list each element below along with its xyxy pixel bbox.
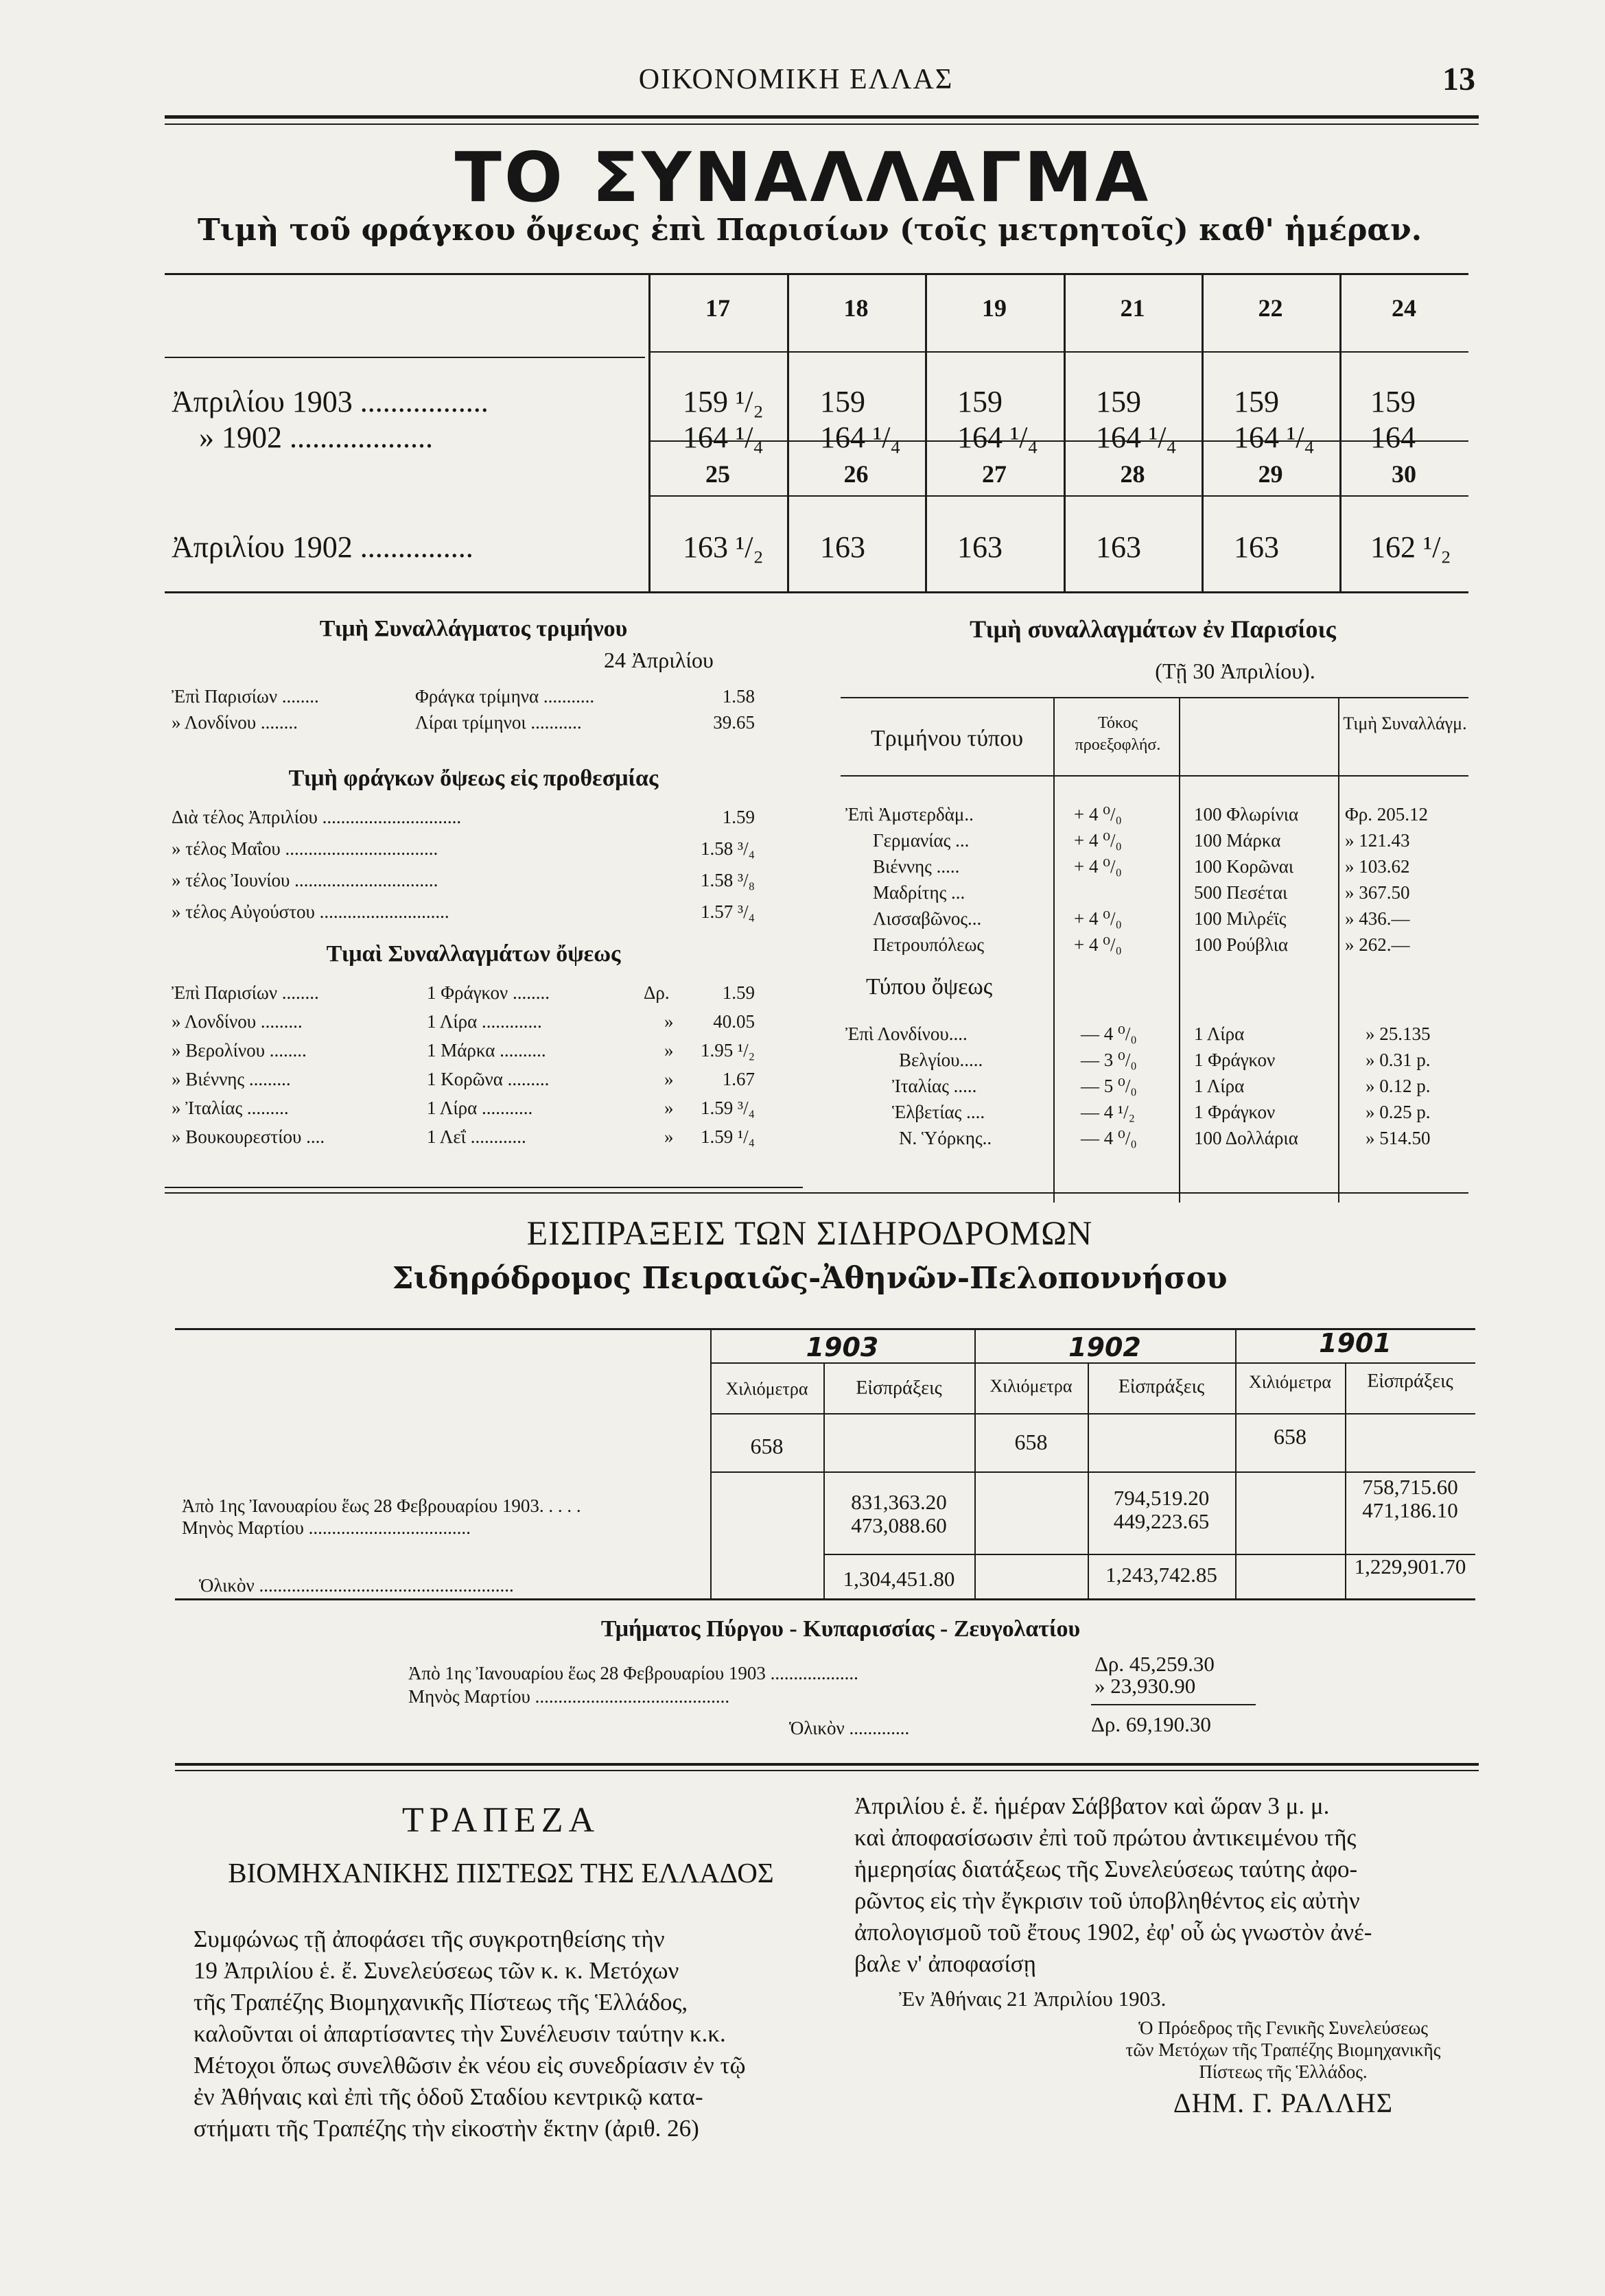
- paris-unit: 100 Μάρκα: [1194, 830, 1281, 851]
- quarterly-label: Ἐπὶ Παρισίων ........: [172, 686, 319, 707]
- forward-label: » τέλος Μαΐου .................................: [172, 838, 438, 859]
- rate-value: 159: [1096, 385, 1141, 418]
- railway-km: 658: [1014, 1430, 1048, 1454]
- railway-total-label: Ὁλικὸν .......................................................: [199, 1575, 514, 1596]
- railway-col-sep: [974, 1329, 976, 1598]
- forward-value: 1.57 ³/₄: [700, 901, 755, 922]
- railway-total: 1,229,901.70: [1354, 1554, 1466, 1578]
- rate-value: 164 ¹/₄: [957, 421, 1038, 454]
- sight-value: 1.67: [722, 1069, 755, 1089]
- paris-col-head: Τιμὴ Συναλλάγμ.: [1343, 713, 1467, 733]
- day-header: 24: [1392, 294, 1416, 322]
- sight-place: » Ἰταλίας .........: [172, 1098, 289, 1118]
- day-header: 27: [982, 460, 1007, 488]
- paris-place: Ἑλβετίας ....: [892, 1102, 985, 1122]
- railway-value: 449,223.65: [1113, 1509, 1210, 1533]
- paris-rate: + 4 ⁰/₀: [1074, 830, 1122, 851]
- paris-col-sep: [1179, 698, 1180, 1203]
- railway-table-bottom: [175, 1598, 1475, 1600]
- railway-total: 1,304,451.80: [843, 1567, 955, 1591]
- quarterly-date: 24 Ἀπριλίου: [604, 648, 714, 672]
- sight-value: 1.59 ³/₄: [700, 1098, 755, 1118]
- day-header: 28: [1120, 460, 1145, 488]
- sight-currency: »: [664, 1011, 674, 1032]
- forward-value: 1.58 ³/₈: [700, 870, 755, 890]
- bank-signer-title: τῶν Μετόχων τῆς Τραπέζης Βιομηχανικῆς: [1125, 2039, 1441, 2060]
- sight-place: » Λονδίνου .........: [172, 1011, 303, 1032]
- running-title: ΟΙΚΟΝΟΜΙΚΗ ΕΛΛΑΣ: [638, 64, 954, 95]
- bank-text-line: ἐν Ἀθήναις καὶ ἐπὶ τῆς ὁδοῦ Σταδίου κεντρικῷ κατα-: [194, 2083, 703, 2110]
- railway-km-rule: [710, 1471, 1475, 1473]
- quarterly-value: 39.65: [713, 712, 755, 733]
- sight-currency: Δρ.: [644, 982, 670, 1003]
- branch-total-label: Ὁλικὸν .............: [789, 1718, 910, 1738]
- paris-place: Ἐπὶ Λονδίνου....: [845, 1023, 968, 1044]
- rate-value: 159: [1234, 385, 1279, 418]
- railway-value: 794,519.20: [1113, 1486, 1210, 1510]
- paris-unit: 1 Λίρα: [1194, 1023, 1245, 1044]
- bank-text-line: ἀπολογισμοῦ τοῦ ἔτους 1902, ἐφ' οὗ ὡς γνωστὸν ἀνέ-: [854, 1919, 1372, 1945]
- bank-signer-title: Πίστεως τῆς Ἑλλάδος.: [1199, 2061, 1368, 2082]
- bank-text-line: καλοῦνται οἱ ἀπαρτίσαντες τὴν Συνέλευσιν ταύτην κ.κ.: [194, 2020, 726, 2047]
- page-number: 13: [1442, 61, 1475, 97]
- bank-text-line: Ἀπριλίου ἑ. ἔ. ἡμέραν Σάββατον καὶ ὥραν 3 μ. μ.: [854, 1792, 1330, 1819]
- railway-col-sep: [1235, 1329, 1237, 1598]
- paris-price: » 0.31 p.: [1366, 1050, 1431, 1070]
- paris-price: » 121.43: [1345, 830, 1410, 851]
- forward-label: » τέλος Αὐγούστου ............................: [172, 901, 449, 922]
- bank-text-line: τῆς Τραπέζης Βιομηχανικῆς Πίστεως τῆς Ἑλλάδος,: [194, 1989, 688, 2015]
- bank-text-line: Συμφώνως τῇ ἀποφάσει τῆς συγκροτηθείσης τὴν: [194, 1926, 665, 1952]
- sight-currency: »: [664, 1040, 674, 1061]
- exchange-row-label: Ἀπριλίου 1902 ...............: [172, 530, 473, 564]
- quarterly-value: 1.58: [722, 686, 755, 707]
- day-header: 30: [1392, 460, 1416, 488]
- railway-row-label: Ἀπὸ 1ης Ἰανουαρίου ἕως 28 Φεβρουαρίου 1903. . . . .: [182, 1495, 581, 1516]
- railway-col-head: Χιλιόμετρα: [725, 1379, 808, 1399]
- paris-col-head: Τόκος προεξοφλήσ.: [1075, 714, 1161, 754]
- paris-unit: 100 Φλωρίνια: [1194, 804, 1299, 825]
- exchange-head-rule: [648, 351, 1468, 353]
- exchange-table-top: [165, 273, 1468, 275]
- bank-signer-title: Ὁ Πρόεδρος τῆς Γενικῆς Συνελεύσεως: [1138, 2017, 1428, 2038]
- railway-value: 758,715.60: [1362, 1475, 1458, 1499]
- paris-rate: — 3 ⁰/₀: [1081, 1050, 1137, 1070]
- paris-col-sep: [1338, 698, 1339, 1203]
- bank-subtitle: ΒΙΟΜΗΧΑΝΙΚΗΣ ΠΙΣΤΕΩΣ ΤΗΣ ΕΛΛΑΔΟΣ: [228, 1857, 774, 1889]
- bank-text-line: καὶ ἀποφασίσωσιν ἐπὶ τοῦ πρώτου ἀντικειμένου τῆς: [854, 1824, 1357, 1851]
- railway-title: ΕΙΣΠΡΑΞΕΙΣ ΤΩΝ ΣΙΔΗΡΟΔΡΟΜΩΝ: [526, 1214, 1093, 1252]
- paris-price: » 0.25 p.: [1366, 1102, 1431, 1122]
- paris-place: Ν. Ὑόρκης..: [899, 1128, 992, 1148]
- railway-value: 473,088.60: [851, 1513, 947, 1537]
- railway-year: 1903: [806, 1332, 879, 1362]
- paris-price: » 514.50: [1366, 1128, 1431, 1148]
- paris-unit: 1 Φράγκον: [1194, 1050, 1276, 1070]
- railway-year-rule: [710, 1362, 1475, 1364]
- rate-value: 164 ¹/₄: [820, 421, 901, 454]
- header-rule-thin: [165, 123, 1479, 125]
- paris-place: Γερμανίας ...: [873, 830, 970, 851]
- paris-price: » 262.—: [1345, 934, 1410, 955]
- paris-rate: — 5 ⁰/₀: [1081, 1076, 1137, 1096]
- sight-place: » Βουκουρεστίου ....: [172, 1126, 325, 1147]
- sight-value: 1.59: [722, 982, 755, 1003]
- paris-rate: + 4 ⁰/₀: [1074, 856, 1122, 877]
- bank-section-rule: [175, 1763, 1479, 1766]
- sight-value: 1.95 ¹/₂: [700, 1040, 755, 1061]
- railway-col-head: Εἰσπράξεις: [856, 1377, 942, 1399]
- rate-value: 159: [820, 385, 865, 418]
- railway-year: 1902: [1068, 1332, 1141, 1362]
- railway-km: 658: [750, 1434, 784, 1458]
- railway-row-label: Μηνὸς Μαρτίου ...................................: [182, 1517, 471, 1538]
- sight-unit: 1 Φράγκον ........: [427, 982, 550, 1003]
- bank-date-line: Ἐν Ἀθήναις 21 Ἀπριλίου 1903.: [899, 1987, 1167, 2011]
- quarterly-item: Λίραι τρίμηνοι ...........: [415, 712, 582, 733]
- exchange-row-label: » 1902 ...................: [199, 421, 433, 454]
- rate-value: 164: [1370, 421, 1416, 454]
- rate-value: 163: [1234, 530, 1279, 564]
- railway-col-sep: [710, 1329, 712, 1598]
- sight-place: Ἐπὶ Παρισίων ........: [172, 982, 319, 1003]
- bank-text-line: ρῶντος εἰς τὴν ἔγκρισιν τοῦ ὑποβληθέντος εἰς αὐτὴν: [854, 1887, 1360, 1914]
- railway-col-head: Χιλιόμετρα: [1249, 1372, 1331, 1392]
- rate-value: 159 ¹/₂: [683, 385, 764, 418]
- sight-unit: 1 Λίρα .............: [427, 1011, 542, 1032]
- sight-title: Τιμαὶ Συναλλαγμάτων ὄψεως: [326, 941, 621, 967]
- day-header: 21: [1120, 294, 1145, 322]
- forward-value: 1.59: [722, 807, 755, 827]
- railway-col-head: Εἰσπράξεις: [1367, 1371, 1453, 1392]
- paris-price: » 0.12 p.: [1366, 1076, 1431, 1096]
- paris-rate: + 4 ⁰/₀: [1074, 934, 1122, 955]
- paris-rate: — 4 ⁰/₀: [1081, 1023, 1137, 1044]
- day-header: 25: [705, 460, 730, 488]
- paris-col-sep: [1053, 698, 1055, 1203]
- section-rule: [165, 1192, 1468, 1194]
- paris-place: Λισσαβῶνος...: [873, 908, 982, 929]
- paris-rate: + 4 ⁰/₀: [1074, 804, 1122, 825]
- forward-label: » τέλος Ἰουνίου ...............................: [172, 870, 438, 890]
- bank-text-line: ἡμερησίας διατάξεως τῆς Συνελεύσεως ταύτης ἀφο-: [854, 1856, 1358, 1882]
- header-rule: [165, 115, 1479, 119]
- paris-place: Μαδρίτης ...: [873, 882, 965, 903]
- left-block-rule: [165, 1187, 803, 1188]
- paris-unit: 100 Ρούβλια: [1194, 934, 1289, 955]
- paris-rate: — 4 ⁰/₀: [1081, 1128, 1137, 1148]
- paris-rate: + 4 ⁰/₀: [1074, 908, 1122, 929]
- paris-price: » 25.135: [1366, 1023, 1431, 1044]
- paris-price: » 436.—: [1345, 908, 1410, 929]
- railway-head-rule: [710, 1413, 1475, 1415]
- railway-total: 1,243,742.85: [1105, 1563, 1217, 1587]
- exchange-table-bottom: [165, 591, 1468, 593]
- paris-price: » 103.62: [1345, 856, 1410, 877]
- rate-value: 164 ¹/₄: [683, 421, 764, 454]
- bank-text-line: 19 Ἀπριλίου ἑ. ἔ. Συνελεύσεως τῶν κ. κ. Μετόχων: [194, 1957, 679, 1984]
- bank-text-line: Μέτοχοι ὅπως συνελθῶσιν ἐκ νέου εἰς συνεδρίασιν ἐν τῷ: [194, 2052, 746, 2079]
- paris-unit: 1 Φράγκον: [1194, 1102, 1276, 1122]
- exchange-mid-rule2: [648, 495, 1468, 497]
- exchange-label-rule: [165, 357, 645, 358]
- branch-row-label: Ἀπὸ 1ης Ἰανουαρίου ἕως 28 Φεβρουαρίου 1903 ...................: [408, 1663, 858, 1683]
- rate-value: 163: [1096, 530, 1141, 564]
- rate-value: 162 ¹/₂: [1370, 530, 1451, 564]
- exchange-mid-rule: [648, 440, 1468, 442]
- paris-place: Βιέννης .....: [873, 856, 960, 877]
- paris-date: (Τῇ 30 Ἀπριλίου).: [1155, 659, 1315, 683]
- branch-sum-rule: [1091, 1704, 1256, 1705]
- bank-text-line: βαλε ν' ἀποφασίσῃ: [854, 1950, 1036, 1977]
- rate-value: 159: [1370, 385, 1416, 418]
- sight-currency: »: [664, 1126, 674, 1147]
- sight-unit: 1 Λεΐ ............: [427, 1126, 526, 1147]
- forward-value: 1.58 ³/₄: [700, 838, 755, 859]
- paris-title: Τιμὴ συναλλαγμάτων ἐν Παρισίοις: [970, 615, 1336, 643]
- paris-unit: 100 Κορῶναι: [1194, 856, 1294, 877]
- rate-value: 163: [820, 530, 865, 564]
- sight-value: 40.05: [713, 1011, 755, 1032]
- day-header: 22: [1258, 294, 1283, 322]
- paris-price: » 367.50: [1345, 882, 1410, 903]
- paris-unit: 500 Πεσέται: [1194, 882, 1288, 903]
- paris-unit: 1 Λίρα: [1194, 1076, 1245, 1096]
- bank-text-line: στήματι τῆς Τραπέζης τὴν εἰκοστὴν ἕκτην (ἀριθ. 26): [194, 2115, 699, 2142]
- railway-col-head: Χιλιόμετρα: [989, 1376, 1073, 1396]
- railway-col-head: Εἰσπράξεις: [1118, 1376, 1205, 1397]
- rate-value: 164 ¹/₄: [1096, 421, 1177, 454]
- paris-unit: 100 Δολλάρια: [1194, 1128, 1298, 1148]
- rate-value: 164 ¹/₄: [1234, 421, 1315, 454]
- paris-price: Φρ. 205.12: [1345, 804, 1428, 825]
- day-header: 26: [843, 460, 869, 488]
- sight-unit: 1 Κορῶνα .........: [427, 1069, 550, 1089]
- quarterly-label: » Λονδίνου ........: [172, 712, 298, 733]
- branch-value: » 23,930.90: [1094, 1674, 1196, 1698]
- day-header: 29: [1258, 460, 1283, 488]
- quarterly-item: Φράγκα τρίμηνα ...........: [415, 686, 595, 707]
- paris-col-head: Τριμήνου τύπου: [870, 726, 1024, 751]
- exchange-title: ΤΟ ΣΥΝΑΛΛΑΓΜΑ: [454, 137, 1151, 217]
- paris-place: Ἐπὶ Ἀμστερδὰμ..: [845, 804, 974, 825]
- bank-signer-name: ΔΗΜ. Γ. ΡΑΛΛΗΣ: [1173, 2087, 1394, 2118]
- sight-currency: »: [664, 1098, 674, 1118]
- forward-label: Διὰ τέλος Ἀπριλίου ..............................: [172, 807, 462, 827]
- paris-place: Πετρουπόλεως: [873, 934, 985, 955]
- rate-value: 163: [957, 530, 1003, 564]
- forward-title: Τιμὴ φράγκων ὄψεως εἰς προθεσμίας: [288, 766, 659, 791]
- paris-place: Βελγίου.....: [899, 1050, 983, 1070]
- branch-row-label: Μηνὸς Μαρτίου ..........................................: [408, 1686, 730, 1707]
- railway-year: 1901: [1319, 1328, 1392, 1358]
- exchange-subtitle: Τιμὴ τοῦ φράγκου ὄψεως ἐπὶ Παρισίων (τοῖς μετρητοῖς) καθ' ἡμέραν.: [197, 213, 1422, 248]
- sight-unit: 1 Μάρκα ..........: [427, 1040, 546, 1061]
- sight-place: » Βερολίνου ........: [172, 1040, 307, 1061]
- day-header: 17: [705, 294, 730, 322]
- bank-title: ΤΡΑΠΕΖΑ: [401, 1801, 600, 1840]
- branch-total: Δρ. 69,190.30: [1091, 1712, 1211, 1736]
- paris-head-rule: [841, 775, 1468, 777]
- paris-sight-label: Τύπου ὄψεως: [866, 974, 993, 999]
- rate-value: 159: [957, 385, 1003, 418]
- day-header: 18: [843, 294, 869, 322]
- railway-value: 831,363.20: [851, 1490, 947, 1514]
- quarterly-title: Τιμὴ Συναλλάγματος τριμήνου: [319, 616, 628, 641]
- branch-value: Δρ. 45,259.30: [1094, 1652, 1215, 1676]
- bank-section-rule-thin: [175, 1770, 1479, 1771]
- railway-km: 658: [1274, 1424, 1307, 1449]
- sight-place: » Βιέννης .........: [172, 1069, 291, 1089]
- sight-unit: 1 Λίρα ...........: [427, 1098, 533, 1118]
- sight-value: 1.59 ¹/₄: [700, 1126, 755, 1147]
- paris-rate: — 4 ¹/₂: [1081, 1102, 1136, 1122]
- sight-currency: »: [664, 1069, 674, 1089]
- rate-value: 163 ¹/₂: [683, 530, 764, 564]
- railway-subtitle: Σιδηρόδρομος Πειραιῶς-Ἀθηνῶν-Πελοποννήσου: [392, 1261, 1228, 1296]
- branch-title: Τμήματος Πύργου - Κυπαρισσίας - Ζευγολατίου: [600, 1616, 1081, 1642]
- paris-table-top: [841, 697, 1468, 698]
- paris-unit: 100 Μιλρέϊς: [1194, 908, 1287, 929]
- exchange-row-label: Ἀπριλίου 1903 .................: [172, 385, 489, 418]
- day-header: 19: [982, 294, 1007, 322]
- paris-place: Ἰταλίας .....: [892, 1076, 977, 1096]
- railway-value: 471,186.10: [1362, 1498, 1458, 1522]
